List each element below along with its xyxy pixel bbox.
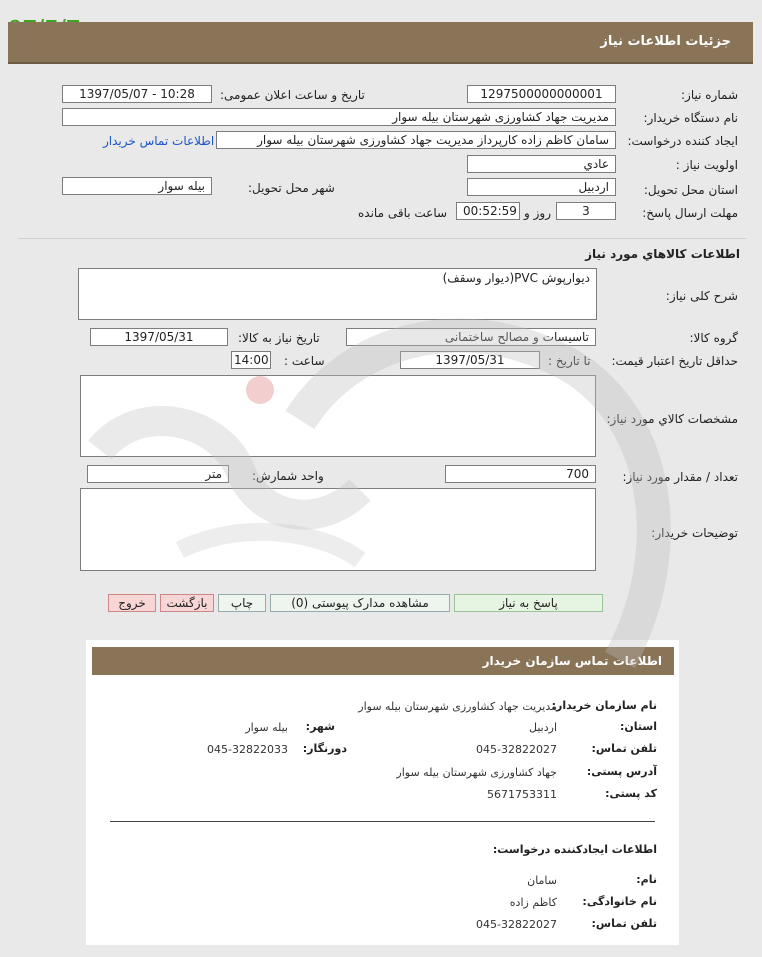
deadline-days-field: 3: [556, 202, 616, 220]
buyer-notes-area: [80, 488, 596, 571]
creator-phone-label: تلفن تماس:: [591, 917, 657, 930]
need-number-field: 1297500000000001: [467, 85, 616, 103]
contact-title: اطلاعات تماس سازمان خریدار: [482, 654, 662, 668]
back-button[interactable]: بازگشت: [160, 594, 214, 612]
family-label: نام خانوادگی:: [582, 895, 657, 908]
buyer-notes-label: توضیحات خریدار:: [651, 526, 738, 540]
specs-area: [80, 375, 596, 457]
until-field: 1397/05/31: [400, 351, 540, 369]
name-label: نام:: [636, 873, 657, 886]
exit-button[interactable]: خروج: [108, 594, 156, 612]
creator-field: سامان کاظم زاده کارپرداز مدیریت جهاد کشاورزی شهرستان بیله سوار: [216, 131, 616, 149]
deadline-time-field: 00:52:59: [456, 202, 520, 220]
remaining-label: ساعت باقی مانده: [358, 206, 448, 220]
buyer-field: مدیریت جهاد کشاورزی شهرستان بیله سوار: [62, 108, 616, 126]
city-label: شهر محل تحویل:: [248, 181, 335, 195]
postal-value: 5671753311: [487, 788, 557, 801]
creator-label: ایجاد کننده درخواست:: [627, 134, 738, 148]
time-label: ساعت :: [284, 354, 325, 368]
fax-value: 045-32822033: [207, 743, 288, 756]
unit-field: متر: [87, 465, 229, 483]
need-date-field: 1397/05/31: [90, 328, 228, 346]
reply-button[interactable]: پاسخ به نياز: [454, 594, 603, 612]
group-field: تاسیسات و مصالح ساختمانی: [346, 328, 596, 346]
days-label: روز و: [524, 206, 551, 220]
announce-field: 1397/05/07 - 10:28: [62, 85, 212, 103]
province-field: اردبیل: [467, 178, 616, 196]
creator-phone-value: 045-32822027: [476, 918, 557, 931]
creator-info-title: اطلاعات ایجادکننده درخواست:: [492, 843, 657, 856]
city-field: بیله سوار: [62, 177, 212, 195]
price-valid-label: حداقل تاریخ اعتبار قیمت:: [611, 354, 738, 368]
postal-label: کد پستی:: [605, 787, 657, 800]
priority-label: اولویت نیاز :: [675, 158, 738, 172]
address-label: آدرس پستی:: [586, 765, 657, 778]
qty-field: 700: [445, 465, 596, 483]
deadline-label: مهلت ارسال پاسخ:: [642, 206, 738, 220]
priority-field: عادي: [467, 155, 616, 173]
address-value: جهاد کشاورزی شهرستان بیله سوار: [396, 766, 557, 779]
attachments-button[interactable]: مشاهده مدارک پیوستی (0): [270, 594, 450, 612]
goods-section-title: اطلاعات کالاهاي مورد نياز: [585, 247, 740, 261]
qty-label: تعداد / مقدار مورد نیاز:: [622, 470, 738, 484]
org-value: مدیریت جهاد کشاورزی شهرستان بیله سوار: [358, 700, 557, 713]
contact-phone-value: 045-32822027: [476, 743, 557, 756]
family-value: کاظم زاده: [509, 896, 557, 909]
print-button[interactable]: چاپ: [218, 594, 266, 612]
need-number-label: شماره نیاز:: [681, 88, 738, 102]
unit-label: واحد شمارش:: [252, 469, 324, 483]
name-value: سامان: [527, 874, 557, 887]
specs-label: مشخصات کالاي مورد نياز:: [606, 412, 738, 426]
announce-label: تاریخ و ساعت اعلان عمومی:: [220, 88, 365, 102]
buyer-contact-link[interactable]: اطلاعات تماس خریدار: [103, 134, 215, 148]
buyer-label: نام دستگاه خریدار:: [643, 111, 738, 125]
fax-label: دورنگار:: [302, 742, 347, 755]
until-label: تا تاریخ :: [548, 354, 591, 368]
org-label: نام سازمان خریدار:: [551, 699, 657, 712]
desc-area: دیوارپوش PVC(دیوار وسقف): [78, 268, 597, 320]
contact-header: [92, 647, 674, 675]
contact-divider: [110, 821, 655, 822]
contact-province-label: استان:: [620, 720, 657, 733]
contact-province-value: اردبیل: [529, 721, 557, 734]
desc-label: شرح کلی نیاز:: [665, 289, 738, 303]
time-field: 14:00: [231, 351, 271, 369]
contact-city-value: بیله سوار: [245, 721, 288, 734]
section-divider: [18, 238, 746, 239]
province-label: استان محل تحویل:: [643, 183, 738, 197]
group-label: گروه کالا:: [689, 331, 738, 345]
need-date-label: تاریخ نیاز به کالا:: [238, 331, 320, 345]
contact-phone-label: تلفن تماس:: [591, 742, 657, 755]
contact-city-label: شهر:: [305, 720, 335, 733]
page-title: جزئیات اطلاعات نیاز: [600, 34, 731, 49]
page-header: [8, 22, 753, 64]
